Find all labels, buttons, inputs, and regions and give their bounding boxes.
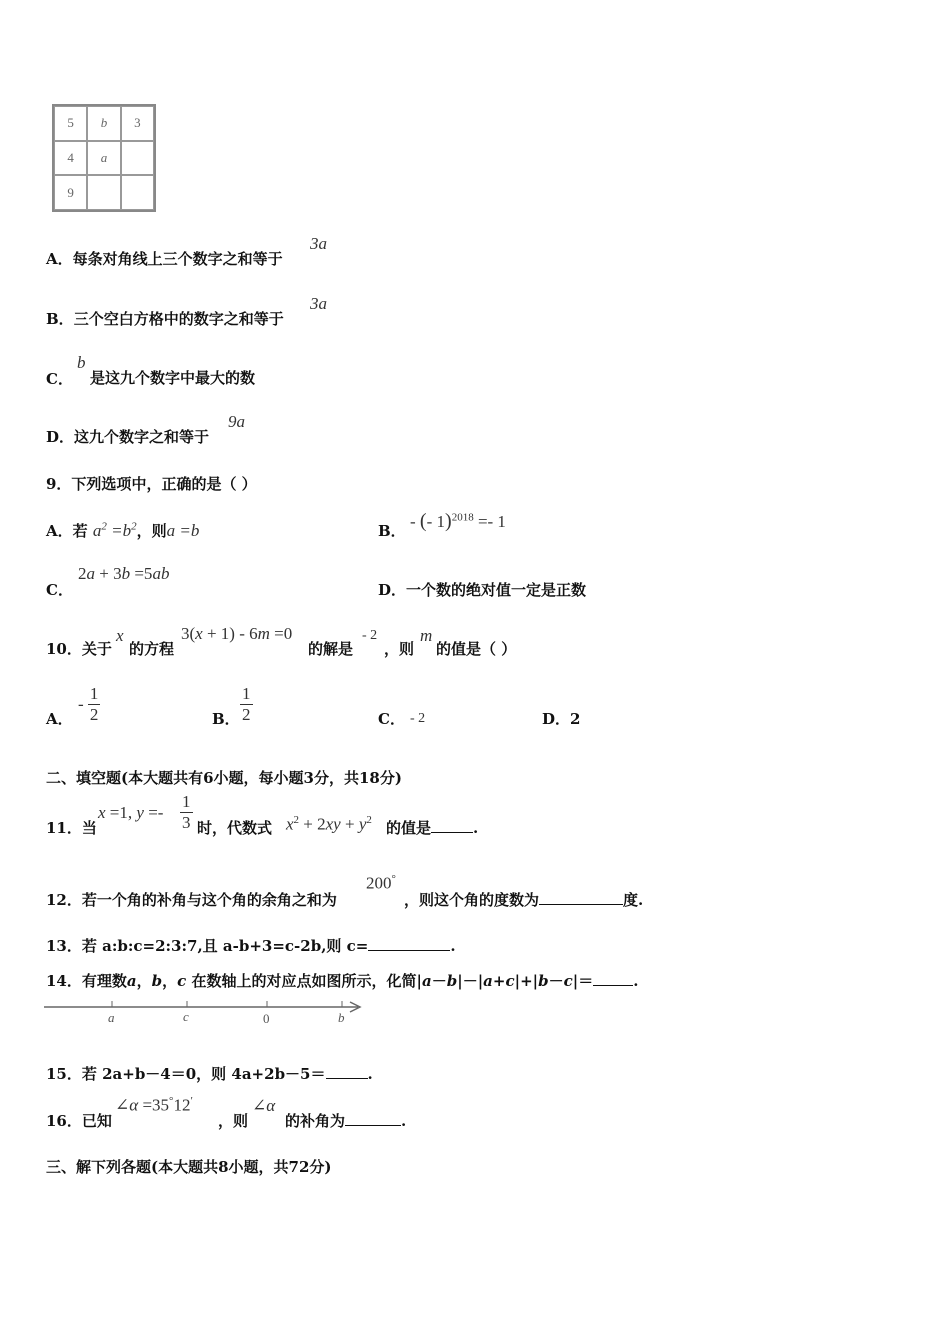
q9-option-b-math: - (- 1)$^{2018}$ =- 1 <box>410 510 506 532</box>
q10-option-b-math: $\frac{1}{2}$ <box>242 684 251 724</box>
grid-cell: 5 <box>54 106 87 141</box>
q16-angle-ref: ∠α <box>252 1096 276 1115</box>
q10-text3: ，则 <box>384 640 415 658</box>
grid-cell: 9 <box>54 175 87 210</box>
q10-text1: 的方程 <box>129 640 175 658</box>
q16-answer-blank[interactable] <box>345 1111 401 1126</box>
q8-option-a: A．每条对角线上三个数字之和等于 <box>46 250 283 268</box>
q9-option-b-label: B． <box>378 522 406 540</box>
q10-var-x: x <box>116 626 124 645</box>
q10-option-d: D．2 <box>542 710 581 728</box>
section-2-heading: 二、填空题(本大题共有6小题，每小题3分，共18分) <box>46 769 402 787</box>
q10-option-c-label: C． <box>378 710 405 728</box>
q11-condition: x =1, y =- <box>98 803 164 822</box>
q15: 15．若 2a+b－4＝0，则 4a+2b－5＝ . <box>46 1065 373 1083</box>
q11-text2: 的值是 . <box>386 819 479 837</box>
q11-expression: $x^2 + 2xy + y^2$ <box>286 814 372 834</box>
q16-angle: ∠α =35°12′ <box>115 1095 193 1115</box>
label-c: c <box>183 1009 189 1024</box>
grid-cell: 3 <box>121 106 154 141</box>
q10-equation: 3(x + 1) - 6m =0 <box>181 624 293 643</box>
grid-cell: a <box>87 141 120 176</box>
q14: 14．有理数a，b，c 在数轴上的对应点如图所示，化简|a－b|－|a+c|+|b－c|＝ . <box>46 972 639 990</box>
q12-answer-blank[interactable] <box>539 890 623 905</box>
q13-answer-blank[interactable] <box>368 936 450 951</box>
q10-var-m: m <box>420 626 433 645</box>
label-b: b <box>338 1010 345 1025</box>
q9-stem: 9．下列选项中，正确的是（ ） <box>46 475 257 493</box>
grid-cell <box>121 175 154 210</box>
q13: 13．若 a:b:c=2:3:7,且 a-b+3=c-2b,则 c= . <box>46 937 456 955</box>
q12-angle: 200° <box>366 873 396 893</box>
q10-text4: 的值是（ ） <box>436 640 517 658</box>
q10-option-b-label: B． <box>212 710 240 728</box>
q16-num: 16．已知 <box>46 1112 112 1130</box>
q8-option-c-text: 是这九个数字中最大的数 <box>90 369 256 387</box>
q11-text1: 时，代数式 <box>197 819 273 837</box>
q8-option-d: D．这九个数字之和等于 <box>46 428 210 446</box>
q8-option-b: B．三个空白方格中的数字之和等于 <box>46 310 284 328</box>
q11-num: 11．当 <box>46 819 97 837</box>
q8-option-c-label: C． <box>46 370 73 388</box>
q8-option-c-math: b <box>77 353 86 372</box>
q10-solution: - 2 <box>362 628 378 643</box>
q16-text2: 的补角为 . <box>285 1112 407 1130</box>
q9-option-a: A．若 $a^2 =b^2$，则a =b <box>46 520 200 540</box>
magic-square-grid <box>52 104 156 212</box>
q8-option-a-math: 3a <box>310 234 327 253</box>
number-line <box>44 996 364 1026</box>
q14-answer-blank[interactable] <box>593 971 633 986</box>
label-a: a <box>108 1010 115 1025</box>
section-3-heading: 三、解下列各题(本大题共8小题，共72分) <box>46 1158 332 1176</box>
q8-option-b-math: 3a <box>310 294 327 313</box>
q12-num: 12．若一个角的补角与这个角的余角之和为 <box>46 891 337 909</box>
q10-option-c-math: - 2 <box>410 711 426 726</box>
q9-option-c-math: 2a + 3b =5ab <box>78 564 170 583</box>
label-0: 0 <box>263 1011 270 1026</box>
q10-stem: 10．关于 <box>46 640 112 658</box>
q10-option-a-math: - $\frac{1}{2}$ <box>78 684 99 724</box>
grid-cell: 4 <box>54 141 87 176</box>
q15-answer-blank[interactable] <box>326 1064 368 1079</box>
grid-cell: b <box>87 106 120 141</box>
q9-option-d: D．一个数的绝对值一定是正数 <box>378 581 587 599</box>
q10-option-a-label: A． <box>46 710 73 728</box>
q16-text1: ，则 <box>218 1112 249 1130</box>
grid-cell <box>121 141 154 176</box>
q10-text2: 的解是 <box>308 640 354 658</box>
q11-fraction: $\frac{1}{3}$ <box>182 792 191 832</box>
q11-answer-blank[interactable] <box>431 818 473 833</box>
grid-cell <box>87 175 120 210</box>
q12-text: ，则这个角的度数为 度. <box>404 891 644 909</box>
q8-option-d-math: 9a <box>228 412 245 431</box>
q9-option-c-label: C． <box>46 581 73 599</box>
